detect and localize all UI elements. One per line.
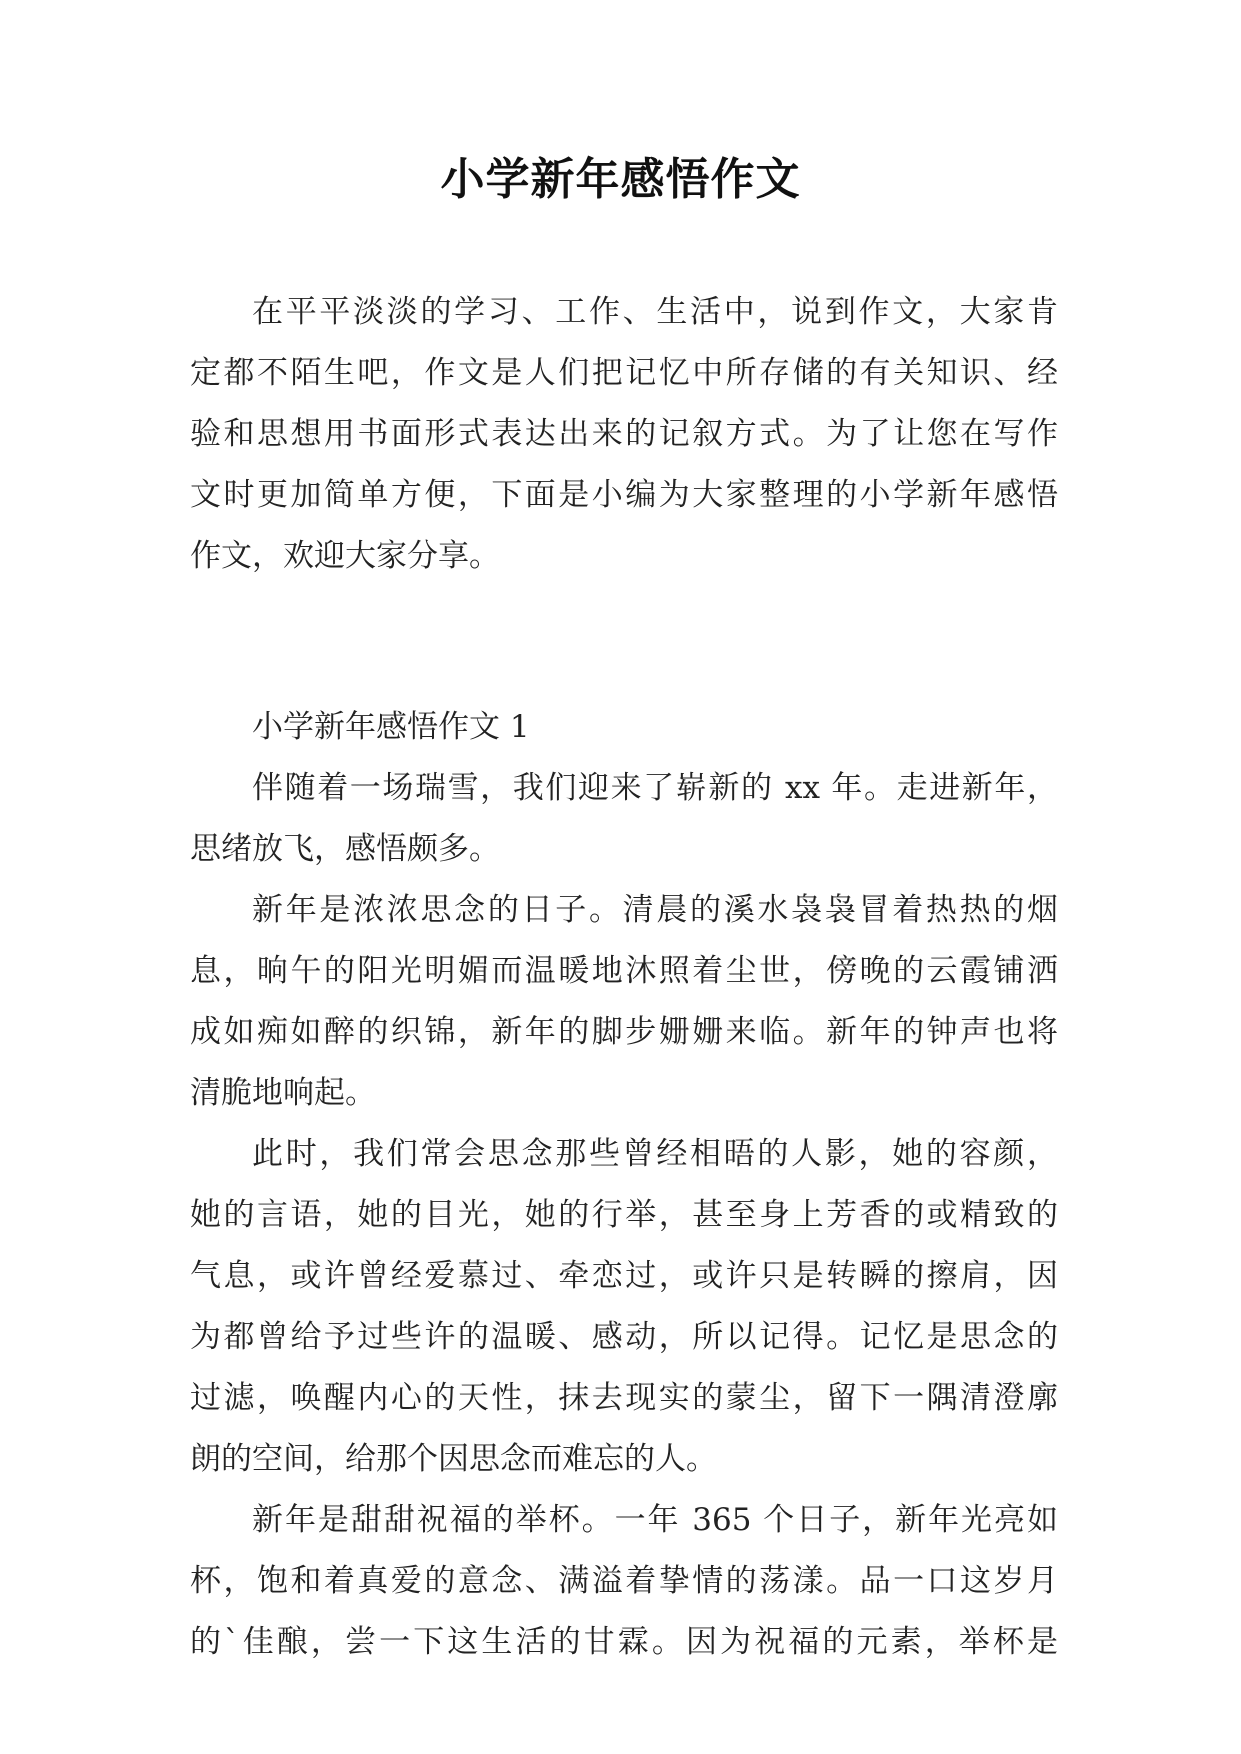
text-line: 清脆地响起。 [190,1075,376,1111]
text-line: 新年是甜甜祝福的举杯。一年 365 个日子，新年光亮如 [252,1502,1058,1538]
document-body [190,282,1058,1673]
paragraph [190,1490,1058,1673]
text-line: 伴随着一场瑞雪，我们迎来了崭新的 xx 年。走进新年， [252,770,1058,806]
text-line: 为都曾给予过些许的温暖、感动，所以记得。记忆是思念的 [190,1319,1058,1355]
text-line: 作文，欢迎大家分享。 [190,538,500,574]
paragraph [190,880,1058,1124]
text-line: 杯，饱和着真爱的意念、满溢着挚情的荡漾。品一口这岁月 [190,1563,1058,1599]
document-title: 小学新年感悟作文 [440,154,801,205]
text-line: 定都不陌生吧，作文是人们把记忆中所存储的有关知识、经 [190,355,1058,391]
paragraph [190,1124,1058,1490]
text-line: 的`佳酿，尝一下这生活的甘霖。因为祝福的元素，举杯是 [190,1624,1058,1660]
text-line: 成如痴如醉的织锦，新年的脚步姗姗来临。新年的钟声也将 [190,1014,1058,1050]
text-line: 过滤，唤醒内心的天性，抹去现实的蒙尘，留下一隅清澄廓 [190,1380,1058,1416]
text-line: 息，晌午的阳光明媚而温暖地沐照着尘世，傍晚的云霞铺洒 [190,953,1058,989]
text-line: 验和思想用书面形式表达出来的记叙方式。为了让您在写作 [190,416,1058,452]
paragraph [190,758,1058,880]
text-line: 此时，我们常会思念那些曾经相晤的人影，她的容颜， [252,1136,1058,1172]
text-line: 思绪放飞，感悟颇多。 [190,831,500,867]
text-line: 朗的空间，给那个因思念而难忘的人。 [190,1441,717,1477]
text-line: 文时更加简单方便，下面是小编为大家整理的小学新年感悟 [190,477,1058,513]
text-line: 她的言语，她的目光，她的行举，甚至身上芳香的或精致的 [190,1197,1058,1233]
text-line: 气息，或许曾经爱慕过、牵恋过，或许只是转瞬的擦肩，因 [190,1258,1058,1294]
text-line: 新年是浓浓思念的日子。清晨的溪水袅袅冒着热热的烟 [252,892,1058,928]
text-line: 在平平淡淡的学习、工作、生活中，说到作文，大家肯 [252,294,1058,330]
intro-paragraph [190,282,1058,587]
section-heading: 小学新年感悟作文 1 [252,709,530,745]
section-spacer [190,587,1058,697]
